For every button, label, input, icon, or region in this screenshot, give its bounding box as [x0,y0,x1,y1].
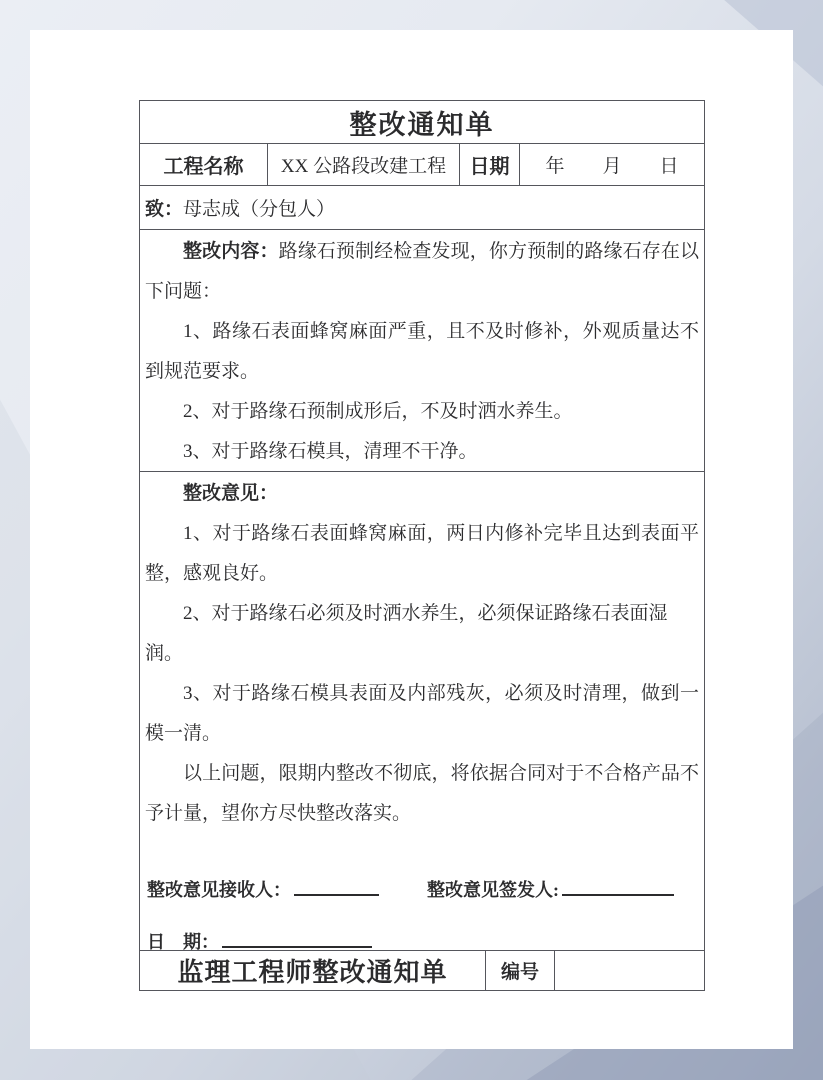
receiver-label: 整改意见接收人： [147,880,291,900]
content-intro-text: 路缘石预制经检查发现，你方预制的路缘石存在以下问题： [145,241,699,302]
title-row [140,101,704,143]
addressee-value: 母志成（分包人） [183,199,336,220]
footer-row [140,950,704,990]
footer-number-label: 编号 [485,951,554,990]
content-item-1: 1、路缘石表面蜂窝麻面严重，且不及时修补，外观质量达不到规范要求。 [145,321,699,382]
opinion-closing: 以上问题，限期内整改不彻底，将依据合同对于不合格产品不予计量，望你方尽快整改落实。 [145,763,699,824]
date-signature-blank [222,933,372,948]
footer-title: 监理工程师整改通知单 [177,958,448,987]
document-title: 整改通知单 [349,109,495,140]
issuer-label: 整改意见签发人: [427,880,559,900]
rectification-opinion-section [140,471,704,950]
opinion-label: 整改意见： [183,483,279,504]
date-label: 日期 [459,144,519,185]
signature-line-1 [145,876,699,902]
opinion-item-2: 2、对于路缘石必须及时洒水养生，必须保证路缘石表面湿润。 [145,603,668,664]
footer-number-value [554,951,704,990]
opinion-item-3: 3、对于路缘石模具表面及内部残灰，必须及时清理，做到一模一清。 [145,683,699,744]
project-name-value: XX 公路段改建工程 [267,144,459,185]
signature-date-label: 日 期： [147,932,219,952]
notice-table [139,100,705,991]
content-label: 整改内容： [183,241,279,262]
addressee-row [140,185,704,229]
receiver-signature-blank [294,881,379,896]
content-intro-paragraph [145,232,699,312]
header-row [140,143,704,185]
document-page [30,30,793,1049]
issuer-signature-blank [562,881,674,896]
issuer-group [427,876,674,902]
date-value: 年 月 日 [519,144,704,185]
rectification-content-section [140,229,704,471]
project-name-label: 工程名称 [163,156,244,178]
opinion-item-1: 1、对于路缘石表面蜂窝麻面，两日内修补完毕且达到表面平整，感观良好。 [145,523,699,584]
content-item-3: 3、对于路缘石模具，清理不干净。 [183,441,478,462]
addressee-label: 致： [145,199,184,220]
content-item-2: 2、对于路缘石预制成形后，不及时洒水养生。 [183,401,573,422]
